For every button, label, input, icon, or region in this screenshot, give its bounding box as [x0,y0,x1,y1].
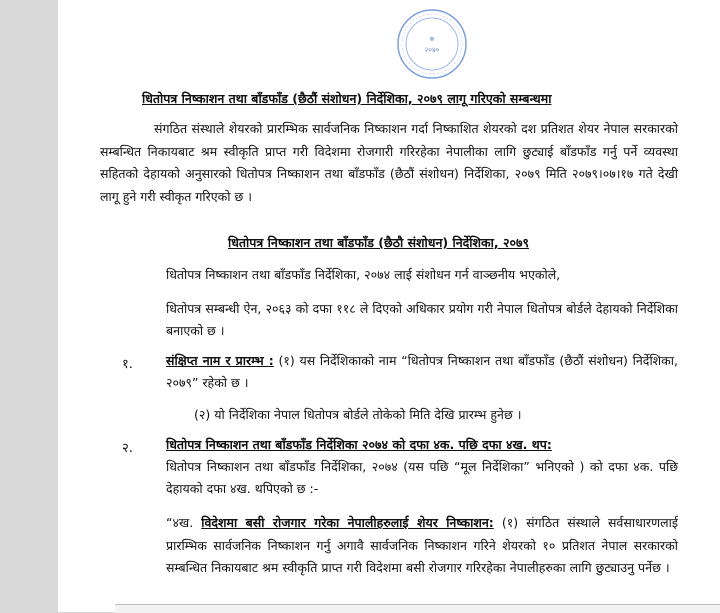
section-1-title: संक्षिप्त नाम र प्रारम्भ : [166,353,274,368]
sub-heading: धितोपत्र निष्काशन तथा बाँडफाँड (छैठौ संशोधन) निर्देशिका, २०७९ [228,235,529,250]
svg-text:☸: ☸ [429,36,435,43]
preamble-2: धितोपत्र सम्बन्धी ऐन, २०६३ को दफा ११८ ले दिएको अधिकार प्रयोग गरी नेपाल धितोपत्र बोर्डले देहायको निर्देशिका बनाएको छ । [166,301,678,338]
svg-text:२०४०: २०४० [424,46,440,54]
quote-title: विदेशमा बसी रोजगार गरेका नेपालीहरुलाई शेयर निष्काशन: [201,515,494,530]
section-2-number: २. [122,441,133,456]
section-1-text [166,350,678,394]
document-heading: धितोपत्र निष्काशन तथा बाँडफाँड (छैठौं संशोधन) निर्देशिका, २०७९ लागू गरिएको सम्बन्धमा [142,91,552,106]
quote-body: (१) संगठित संस्थाले सर्वसाधारणलाई प्रारम्भिक सार्वजनिक निष्काशन गर्नु अगावै सार्वजनिक निष्काशन गरिने शेयरको १० प्रतिशत नेपाल सरकारको सम्बन्धित निकायबाट श्रम स्वीकृति प्राप्त गरी विदेशमा बसी रोजगार गरिरहेका नेपालीहरुका लागि छुट्याउनु पर्नेछ । [166,515,678,575]
preamble-1: धितोपत्र निष्काशन तथा बाँडफाँड निर्देशिका, २०७४ लाई संशोधन गर्न वाञ्छनीय भएकोले, [166,267,561,282]
section-2-text: धितोपत्र निष्काशन तथा बाँडफाँड निर्देशिका, २०७४ (यस पछि “मूल निर्देशिका” भनिएको ) को दफा ४क. पछि देहायको दफा ४ख. थपिएको छ :- [166,459,678,496]
section-2-title: धितोपत्र निष्काशन तथा बाँडफाँड निर्देशिका २०७४ को दफा ४क. पछि दफा ४ख. थप: [166,437,552,452]
section-1-sub-2: (२) यो निर्देशिका नेपाल धितोपत्र बोर्डले तोकेको मिति देखि प्रारम्भ हुनेछ । [194,407,522,422]
section-1-number: १. [122,357,133,372]
seal-stamp [396,8,468,80]
quote-prefix: “४ख. [166,515,194,530]
intro-paragraph: संगठित संस्थाले शेयरको प्रारम्भिक सार्वजनिक निष्काशन गर्दा निष्काशित शेयरको दश प्रतिशत शेयर नेपाल सरकारको सम्बन्धित निकायबाट श्रम स्वीकृति प्राप्त गरी विदेशमा रोजगारी गरिरहेका नेपालीका लागि छुट्याई बाँडफाँड गर्नु पर्ने व्यवस्था सहितको देहायको अनुसारको धितोपत्र निष्काशन तथा बाँडफाँड (छैठौं संशोधन) निर्देशिका, २०७९ मिति २०७९।०७।१७ गते देखी लागू हुने गरी स्वीकृत गरिएको छ । [100,121,678,204]
section-1-body: (१) यस निर्देशिकाको नाम “धितोपत्र निष्काशन तथा बाँडफाँड (छैठौं संशोधन) निर्देशिका, २०७९” रहेको छ । [166,353,678,390]
section-2-quote [166,512,678,580]
document-page [58,0,720,612]
